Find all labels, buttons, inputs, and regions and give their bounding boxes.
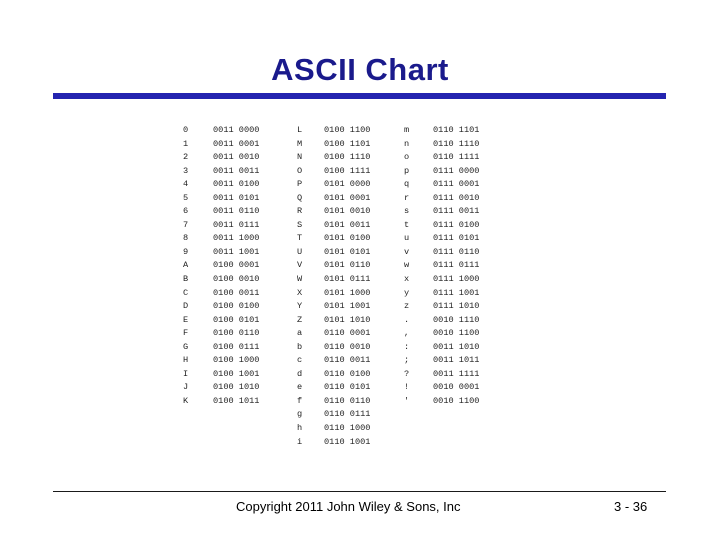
binary-code: 0101 0111 [324,274,371,285]
binary-code: 0111 0101 [433,233,480,244]
ascii-char: p [404,165,410,176]
binary-code: 0011 0011 [213,165,260,176]
binary-code: 0100 1100 [324,125,371,135]
ascii-char: 7 [183,219,189,230]
binary-code: 0101 0100 [324,233,371,244]
ascii-char: J [183,382,189,393]
ascii-char: u [404,233,410,244]
binary-code: 0110 0011 [324,355,371,366]
ascii-char: ? [404,368,410,379]
ascii-char: s [404,206,410,217]
ascii-char: : [404,341,410,352]
ascii-char: 4 [183,179,189,190]
ascii-char: t [404,219,410,230]
binary-code: 0100 0010 [213,274,260,285]
ascii-char: 8 [183,233,189,244]
binary-code: 0011 1111 [433,368,480,379]
binary-code: 0101 0101 [324,246,371,257]
binary-code: 0011 0101 [213,192,260,203]
binary-code: 0101 0110 [324,260,371,271]
binary-code: 0100 1011 [213,395,260,406]
binary-code: 0011 0001 [213,138,260,149]
binary-code: 0010 1100 [433,395,480,406]
ascii-char: h [297,423,303,434]
binary-code: 0100 1010 [213,382,260,393]
binary-code: 0100 0101 [213,314,260,325]
copyright-footer: Copyright 2011 John Wiley & Sons, Inc [236,499,461,514]
ascii-char: R [297,206,303,217]
binary-code: 0110 0101 [324,382,371,393]
binary-code: 0100 1000 [213,355,260,366]
ascii-char: e [297,382,303,393]
ascii-char: D [183,301,189,312]
binary-code: 0111 1000 [433,274,480,285]
ascii-char: o [404,152,410,163]
binary-code: 0110 1000 [324,423,371,434]
binary-code: 0100 0110 [213,328,260,339]
ascii-char: f [297,395,303,406]
binary-code: 0111 1001 [433,287,480,298]
ascii-char: g [297,409,303,420]
binary-code: 0100 0100 [213,301,260,312]
binary-code: 0110 1001 [324,436,371,447]
binary-code: 0101 1010 [324,314,371,325]
ascii-char: Z [297,314,303,325]
ascii-char: N [297,152,303,163]
ascii-char: L [297,125,303,135]
binary-code: 0100 0001 [213,260,260,271]
footer-divider [53,491,666,492]
ascii-table [183,124,493,447]
ascii-char: W [297,274,303,285]
ascii-char: 9 [183,246,189,257]
binary-code: 0110 1101 [433,125,480,135]
binary-code: 0011 0111 [213,219,260,230]
binary-code: 0100 1111 [324,165,371,176]
binary-code: 0101 0011 [324,219,371,230]
binary-code: 0111 0111 [433,260,480,271]
binary-code: 0111 0001 [433,179,480,190]
page-number: 3 - 36 [614,499,648,514]
ascii-char: 1 [183,138,189,149]
binary-code: 0010 1100 [433,328,480,339]
ascii-char: V [297,260,303,271]
title-underline [53,93,666,99]
binary-code: 0101 0000 [324,179,371,190]
ascii-char: U [297,246,303,257]
ascii-char: m [404,125,410,135]
ascii-char: T [297,233,303,244]
binary-code: 0101 1001 [324,301,371,312]
binary-code: 0010 1110 [433,314,480,325]
ascii-char: G [183,341,189,352]
binary-code: 0011 0000 [213,125,260,135]
ascii-char: i [297,436,303,447]
ascii-char: 5 [183,192,189,203]
ascii-char: X [297,287,303,298]
binary-code: 0111 0010 [433,192,480,203]
ascii-char: H [183,355,189,366]
binary-code: 0011 0110 [213,206,260,217]
ascii-char: 3 [183,165,189,176]
ascii-char: b [297,341,303,352]
binary-code: 0110 0111 [324,409,371,420]
ascii-char: n [404,138,410,149]
ascii-char: 6 [183,206,189,217]
binary-code: 0101 0001 [324,192,371,203]
binary-code: 0100 1101 [324,138,371,149]
binary-code: 0110 0001 [324,328,371,339]
ascii-char: ; [404,355,410,366]
ascii-char: z [404,301,410,312]
ascii-char-column [297,124,302,449]
ascii-char: I [183,368,189,379]
ascii-char: 2 [183,152,189,163]
binary-code: 0111 0110 [433,246,480,257]
ascii-char: 0 [183,125,189,135]
ascii-char: B [183,274,189,285]
binary-code: 0110 0100 [324,368,371,379]
ascii-char: ! [404,382,410,393]
ascii-char: Y [297,301,303,312]
ascii-char: E [183,314,189,325]
binary-code: 0011 1001 [213,246,260,257]
binary-code: 0011 0100 [213,179,260,190]
ascii-char: v [404,246,410,257]
ascii-char: r [404,192,410,203]
ascii-char: q [404,179,410,190]
binary-code: 0100 0111 [213,341,260,352]
binary-code: 0100 0011 [213,287,260,298]
ascii-char: C [183,287,189,298]
binary-code: 0111 0100 [433,219,480,230]
binary-code: 0110 0110 [324,395,371,406]
binary-code: 0011 1010 [433,341,480,352]
binary-code: 0111 0000 [433,165,480,176]
binary-code: 0101 1000 [324,287,371,298]
binary-code: 0110 1111 [433,152,480,163]
binary-code: 0111 1010 [433,301,480,312]
binary-code: 0101 0010 [324,206,371,217]
slide-title: ASCII Chart [271,52,449,87]
binary-code: 0011 0010 [213,152,260,163]
binary-code: 0011 1011 [433,355,480,366]
binary-code-column [324,124,370,449]
ascii-char: A [183,260,189,271]
ascii-char: S [297,219,303,230]
ascii-char: d [297,368,303,379]
ascii-char: F [183,328,189,339]
ascii-char: . [404,314,410,325]
ascii-char: x [404,274,410,285]
ascii-char: M [297,138,303,149]
ascii-char-column [404,124,409,408]
binary-code: 0110 0010 [324,341,371,352]
ascii-char-column [183,124,188,408]
ascii-char: c [297,355,303,366]
binary-code: 0100 1110 [324,152,371,163]
ascii-char: P [297,179,303,190]
ascii-char: , [404,328,410,339]
binary-code: 0111 0011 [433,206,480,217]
ascii-char: w [404,260,410,271]
ascii-char: a [297,328,303,339]
ascii-char: Q [297,192,303,203]
binary-code: 0011 1000 [213,233,260,244]
ascii-char: y [404,287,410,298]
binary-code: 0100 1001 [213,368,260,379]
binary-code: 0010 0001 [433,382,480,393]
ascii-char: O [297,165,303,176]
ascii-char: K [183,395,189,406]
binary-code-column [433,124,479,408]
binary-code-column [213,124,259,408]
binary-code: 0110 1110 [433,138,480,149]
ascii-char: ' [404,395,410,406]
